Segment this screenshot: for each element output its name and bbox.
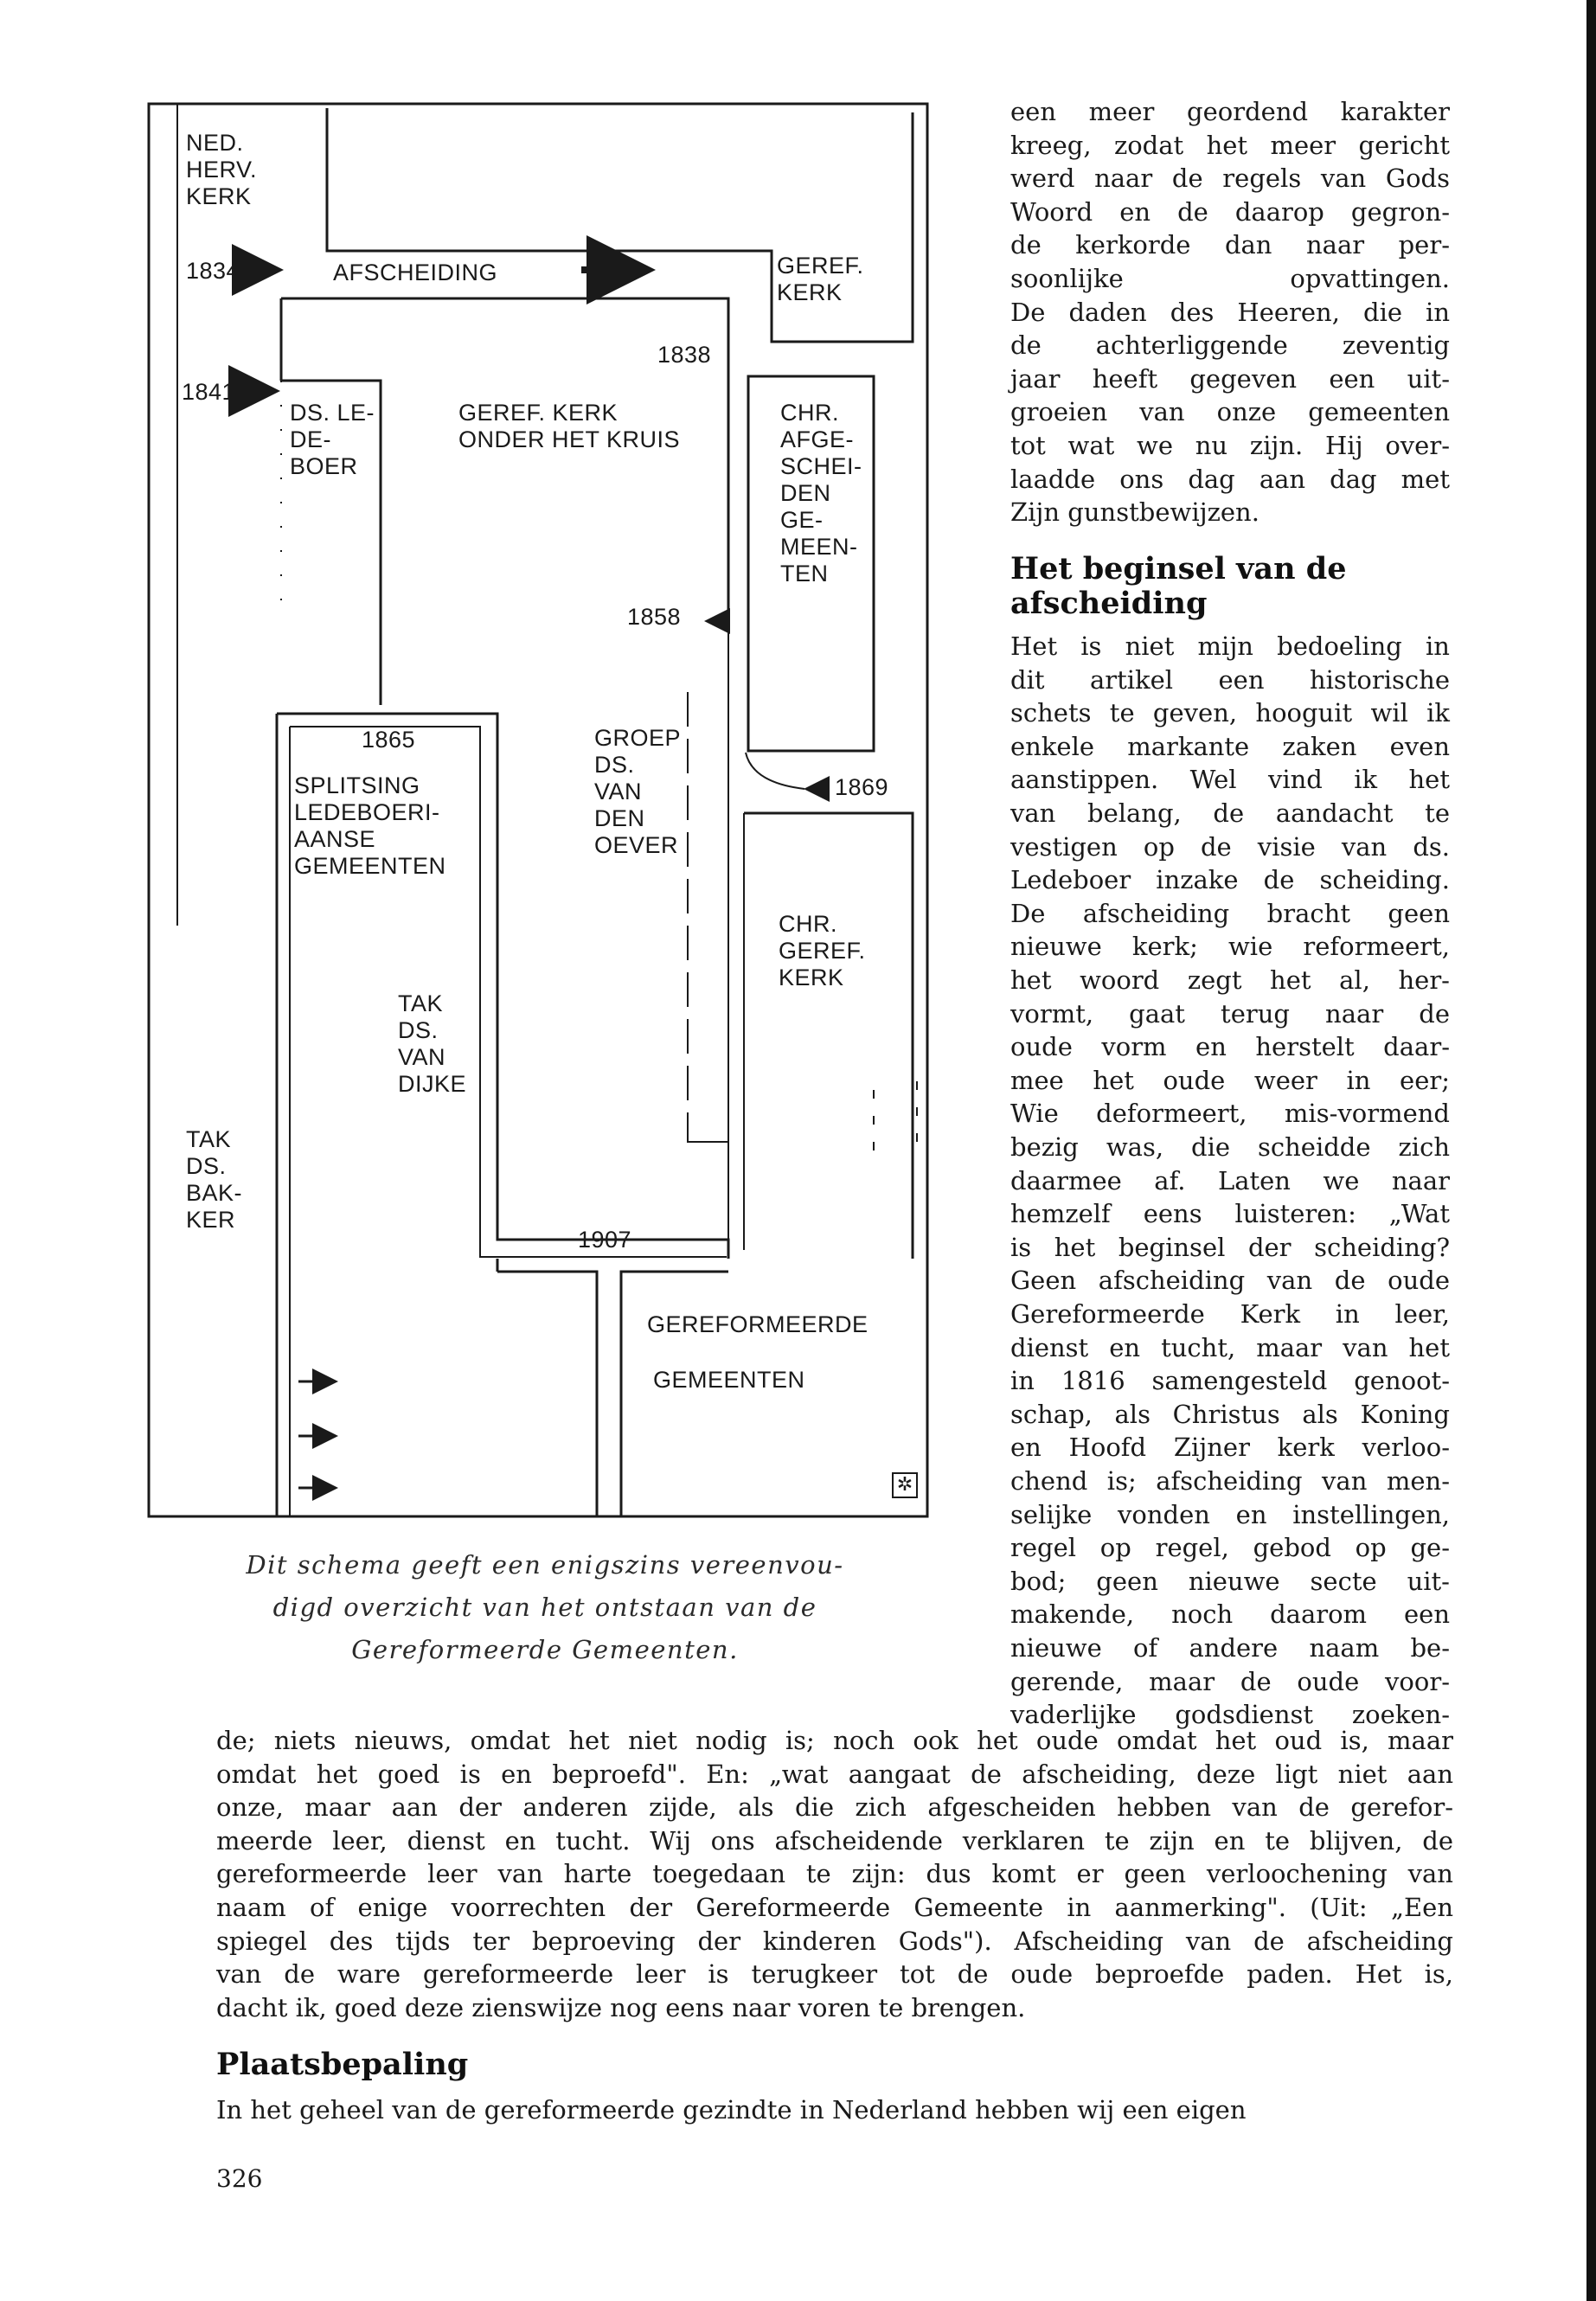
label-1907: 1907 xyxy=(578,1227,632,1253)
text-line: daarmee af. Laten we naar xyxy=(1010,1165,1450,1195)
caption-line-3: Gereformeerde Gemeenten. xyxy=(351,1635,739,1664)
merger-right xyxy=(621,1272,728,1516)
text-line: selijke vonden en instellingen, xyxy=(1010,1499,1450,1529)
label-chr-afgescheiden: CHR. AFGE- SCHEI- DEN GE- MEEN- TEN xyxy=(780,400,862,586)
text-line: Wie deformeert, mis-vormend xyxy=(1010,1099,1450,1129)
text-line: oude vorm en herstelt daar- xyxy=(1010,1032,1450,1062)
text-line: enkele markante zaken even xyxy=(1010,731,1450,761)
text-line: het woord zegt het al, her- xyxy=(1010,965,1450,995)
text-line: Woord en de daarop gegron- xyxy=(1010,196,1450,227)
text-line: onze, maar aan der anderen zijde, als die zich afgescheiden hebben van de gerefor- xyxy=(216,1792,1453,1823)
text-line: vaderlijke godsdienst zoeken- xyxy=(1010,1700,1450,1730)
text-line: hemzelf eens luisteren: „Wat xyxy=(1010,1199,1450,1229)
text-line: bezig was, die scheidde zich xyxy=(1010,1132,1450,1162)
text-line: chend is; afscheiding van men- xyxy=(1010,1466,1450,1496)
label-afscheiding: AFSCHEIDING xyxy=(333,260,498,285)
text-line: Zijn gunstbewijzen. xyxy=(1010,497,1259,528)
label-1834: 1834 xyxy=(186,258,240,284)
label-ds-ledeboer: DS. LE- DE- BOER xyxy=(290,400,375,479)
text-line: dienst en tucht, maar van het xyxy=(1010,1332,1450,1362)
afscheiding-channel xyxy=(327,108,913,342)
text-line: van de ware gereformeerde leer is terugkeer tot de oude beproefde paden. Het is, xyxy=(216,1959,1453,1990)
text-line: Gereformeerde Kerk in leer, xyxy=(1010,1299,1450,1329)
text-line: vormt, gaat terug naar de xyxy=(1010,998,1450,1029)
text-line: soonlijke opvattingen. xyxy=(1010,264,1450,293)
text-line: nieuwe of andere naam be- xyxy=(1010,1633,1450,1663)
text-line: de achterliggende zeventig xyxy=(1010,330,1450,361)
text-line: schets te geven, hooguit wil ik xyxy=(1010,698,1450,728)
text-line: Ledeboer inzake de scheiding. xyxy=(1010,865,1450,895)
text-line: werd naar de regels van Gods xyxy=(1010,163,1450,194)
text-line: nieuwe kerk; wie reformeert, xyxy=(1010,932,1450,962)
text-line: is het beginsel der scheiding? xyxy=(1010,1232,1450,1262)
text-line: in 1816 samengesteld genoot- xyxy=(1010,1366,1450,1396)
label-1865: 1865 xyxy=(362,727,416,753)
text-line: omdat het goed is en beproefd". En: „wat aangaat de afscheiding, deze ligt niet aan xyxy=(216,1759,1453,1789)
label-1858: 1858 xyxy=(627,604,682,630)
label-1869: 1869 xyxy=(835,774,889,800)
label-1838: 1838 xyxy=(657,342,712,368)
text-line: De afscheiding bracht geen xyxy=(1010,898,1450,928)
text-line: naam of enige voorrechten der Gereformeerde Gemeente in aanmerking". (Uit: „Een xyxy=(216,1893,1453,1922)
text-line: vestigen op de visie van ds. xyxy=(1010,831,1450,862)
text-line: Geen afscheiding van de oude xyxy=(1010,1266,1450,1296)
text-line: regel op regel, gebod op ge- xyxy=(1010,1533,1450,1563)
text-line: spiegel des tijds ter beproeving der kinderen Gods"). Afscheiding van de afscheiding xyxy=(216,1926,1453,1956)
text-line: bod; geen nieuwe secte uit- xyxy=(1010,1566,1450,1596)
text-line: dit artikel een historische xyxy=(1010,664,1450,695)
label-splitsing: SPLITSING LEDEBOERI- AANSE GEMEENTEN xyxy=(294,772,446,879)
caption-line-2: digd overzicht van het ontstaan van de xyxy=(272,1593,817,1622)
asterisk-box-icon: ✲ xyxy=(892,1472,918,1498)
label-gereformeerde: GEREFORMEERDE xyxy=(647,1311,869,1337)
text-line: meerde leer, dienst en tucht. Wij ons afscheidende verklaren te zijn en te blijven, de xyxy=(216,1825,1453,1856)
text-line: jaar heeft gegeven een uit- xyxy=(1010,363,1450,394)
label-groep-van-den-oever: GROEP DS. VAN DEN OEVER xyxy=(594,725,682,858)
text-line: Het is niet mijn bedoeling in xyxy=(1010,631,1450,661)
caption-line-1: Dit schema geeft een enigszins vereenvou- xyxy=(246,1550,844,1580)
text-line: schap, als Christus als Koning xyxy=(1010,1399,1450,1429)
page-number: 326 xyxy=(216,2164,263,2193)
plaatsbepaling-line: In het geheel van de gereformeerde gezindte in Nederland hebben wij een eigen xyxy=(216,2095,1247,2125)
text-line: mee het oude weer in eer; xyxy=(1010,1065,1450,1095)
label-tak-van-dijke: TAK DS. VAN DIJKE xyxy=(398,990,467,1097)
text-line: van belang, de aandacht te xyxy=(1010,798,1450,828)
outer-frame xyxy=(149,104,927,1516)
merger-left xyxy=(497,1272,597,1516)
text-line: de; niets nieuws, omdat het niet nodig is; noch ook het oude omdat het oud is, maar xyxy=(216,1726,1453,1755)
text-line: De daden des Heeren, die in xyxy=(1010,297,1450,327)
text-line: de kerkorde dan naar per- xyxy=(1010,230,1450,260)
text-line: makende, noch daarom een xyxy=(1010,1599,1450,1630)
label-tak-bakker: TAK DS. BAK- KER xyxy=(186,1126,243,1233)
heading-beginsel-line-1: Het beginsel van de xyxy=(1010,551,1347,586)
label-geref-kerk: GEREF. KERK xyxy=(777,253,864,305)
text-line: laadde ons dag aan dag met xyxy=(1010,464,1450,494)
text-line: groeien van onze gemeenten xyxy=(1010,397,1450,427)
page-edge xyxy=(1586,0,1596,2301)
heading-beginsel-line-2: afscheiding xyxy=(1010,586,1208,621)
label-chr-geref-kerk: CHR. GEREF. KERK xyxy=(779,911,866,990)
section-heading-plaatsbepaling: Plaatsbepaling xyxy=(216,2047,469,2082)
label-gemeenten: GEMEENTEN xyxy=(653,1367,805,1393)
text-line: een meer geordend karakter xyxy=(1010,97,1450,126)
text-line: en Hoofd Zijner kerk verloo- xyxy=(1010,1433,1450,1463)
text-line: aanstippen. Wel vind ik het xyxy=(1010,765,1450,795)
text-line: kreeg, zodat het meer gericht xyxy=(1010,130,1450,160)
text-line: tot wat we nu zijn. Hij over- xyxy=(1010,431,1450,460)
label-ned-herv-kerk: NED. HERV. KERK xyxy=(186,130,258,209)
label-1841: 1841 xyxy=(182,379,236,405)
text-line: dacht ik, goed deze zienswijze nog eens naar voren te brengen. xyxy=(216,1992,1026,2022)
text-line: gereformeerde leer van harte toegedaan te zijn: dus komt er geen verloochening van xyxy=(216,1859,1453,1889)
label-geref-kerk-kruis: GEREF. KERK ONDER HET KRUIS xyxy=(458,400,681,452)
church-history-diagram xyxy=(0,0,969,1557)
text-line: gerende, maar de oude voor- xyxy=(1010,1666,1450,1696)
